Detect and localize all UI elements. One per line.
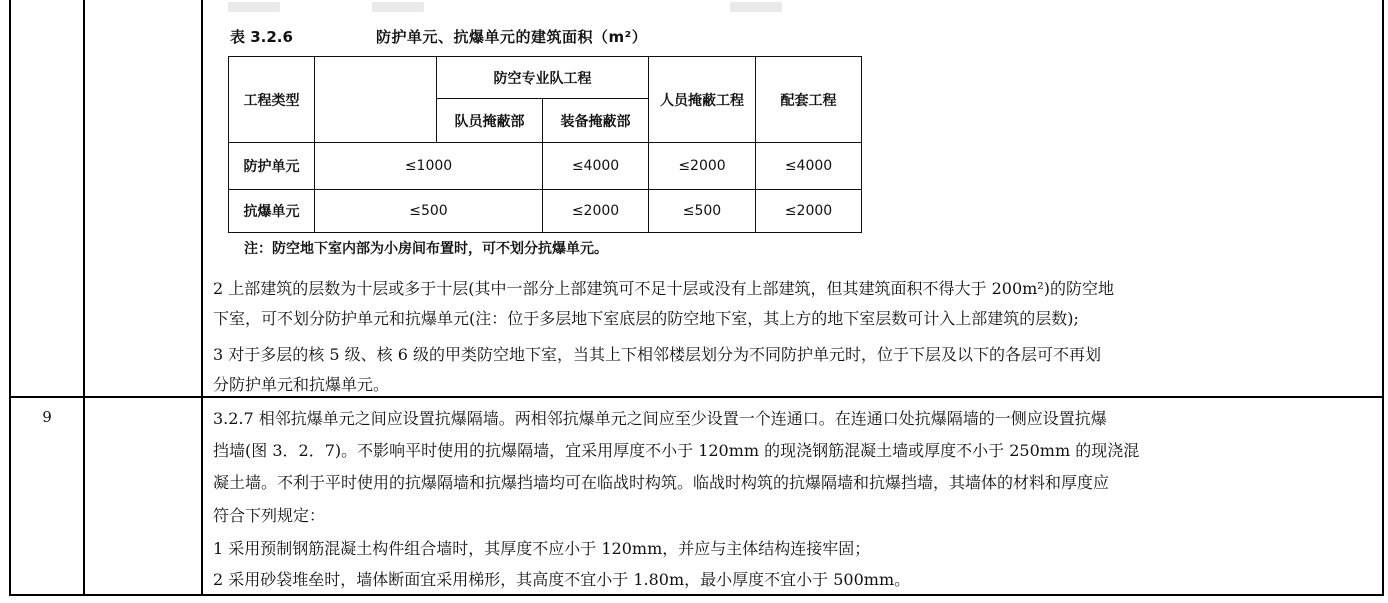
text-line: 1 采用预制钢筋混凝土构件组合墙时，其厚度不应小于 120mm，并应与主体结构连接牢固； xyxy=(213,539,871,558)
header-blank xyxy=(315,57,437,143)
cell: ≤2000 xyxy=(756,190,862,233)
header-pro-team: 防空专业队工程 xyxy=(437,57,649,99)
header-project-type: 工程类型 xyxy=(229,57,315,143)
header-team-shelter: 队员掩蔽部 xyxy=(437,99,543,143)
text-line: 分防护单元和抗爆单元。 xyxy=(213,375,390,394)
cell: ≤1000 xyxy=(315,143,543,190)
cell: ≤500 xyxy=(315,190,543,233)
text-line: 3 对于多层的核 5 级、核 6 级的甲类防空地下室，当其上下相邻楼层划分为不同防护单元时，位于下层及以下的各层可不再划 xyxy=(213,345,1101,364)
scanned-standard-excerpt xyxy=(222,0,872,262)
row-label: 抗爆单元 xyxy=(229,190,315,233)
header-equip-shelter: 装备掩蔽部 xyxy=(543,99,649,143)
table-name: 防护单元、抗爆单元的建筑面积（m²） xyxy=(376,28,648,46)
table-row xyxy=(229,143,862,190)
text-line: 挡墙(图 3．2．7)。不影响平时使用的抗爆隔墙，宜采用厚度不小于 120mm 的现浇钢筋混凝土墙或厚度不小于 250mm 的现浇混 xyxy=(213,441,1140,460)
cell: ≤2000 xyxy=(649,143,756,190)
row-number: 9 xyxy=(42,408,52,426)
scan-artifact xyxy=(228,2,280,12)
table-row xyxy=(229,190,862,233)
scan-artifact xyxy=(372,2,424,12)
column-divider xyxy=(83,0,85,594)
text-line: 3.2.7 相邻抗爆单元之间应设置抗爆隔墙。两相邻抗爆单元之间应至少设置一个连通口。在连通口处抗爆隔墙的一侧应设置抗爆 xyxy=(213,409,1107,428)
row-divider xyxy=(11,396,1382,398)
text-line: 2 上部建筑的层数为十层或多于十层(其中一部分上部建筑可不足十层或没有上部建筑，但其建筑面积不得大于 200m²)的防空地 xyxy=(213,279,1114,298)
scan-table-title xyxy=(230,26,647,47)
text-line: 下室，可不划分防护单元和抗爆单元(注：位于多层地下室底层的防空地下室，其上方的地下室层数可计入上部建筑的层数); xyxy=(213,309,1079,328)
area-limits-table xyxy=(228,56,862,233)
table-note: 注：防空地下室内部为小房间布置时，可不划分抗爆单元。 xyxy=(244,241,608,257)
table-number: 表 3.2.6 xyxy=(230,28,293,46)
cell: ≤4000 xyxy=(756,143,862,190)
cell: ≤4000 xyxy=(543,143,649,190)
text-line: 凝土墙。不利于平时使用的抗爆隔墙和抗爆挡墙均可在临战时构筑。临战时构筑的抗爆隔墙和抗爆挡墙，其墙体的材料和厚度应 xyxy=(213,473,1110,492)
header-support: 配套工程 xyxy=(756,57,862,143)
header-people-shelter: 人员掩蔽工程 xyxy=(649,57,756,143)
row-label: 防护单元 xyxy=(229,143,315,190)
column-divider xyxy=(201,0,203,594)
cell: ≤2000 xyxy=(543,190,649,233)
scan-artifact xyxy=(730,2,782,12)
text-line: 符合下列规定： xyxy=(213,506,326,525)
text-line: 2 采用砂袋堆垒时，墙体断面宜采用梯形，其高度不宜小于 1.80m，最小厚度不宜小于 500mm。 xyxy=(213,570,911,589)
cell: ≤500 xyxy=(649,190,756,233)
